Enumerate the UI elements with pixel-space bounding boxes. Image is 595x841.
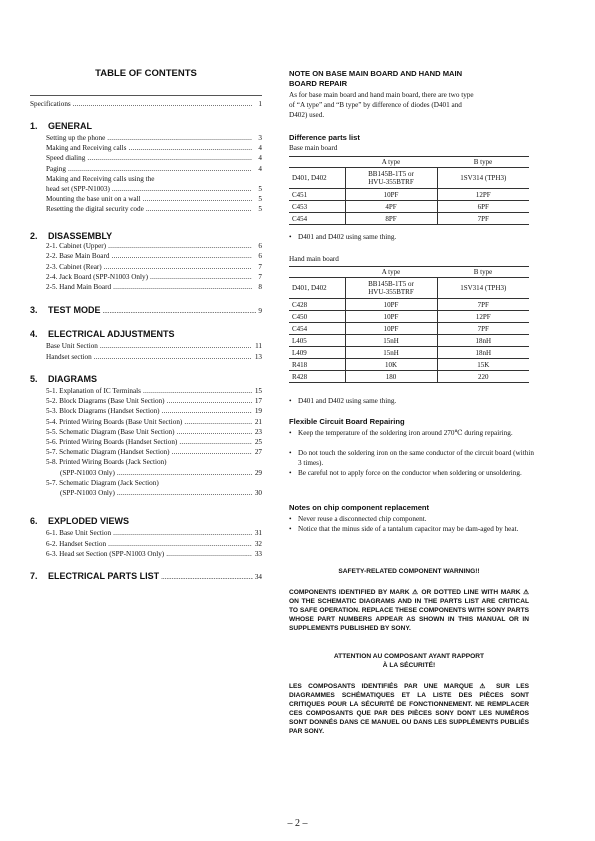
toc-section-heading[interactable] bbox=[30, 571, 262, 581]
toc-entry-label: Handset section bbox=[46, 352, 92, 361]
toc-leader-dots bbox=[113, 283, 252, 292]
toc-entry-page: 32 bbox=[254, 539, 262, 548]
toc-section-number: 4. bbox=[30, 329, 38, 339]
toc-leader-dots bbox=[166, 550, 252, 559]
a-type-value: 4PF bbox=[385, 202, 397, 211]
a-type-value: 10K bbox=[384, 360, 398, 369]
part-ref-cell: R428 bbox=[289, 371, 345, 383]
toc-section-title: ELECTRICAL ADJUSTMENTS bbox=[48, 329, 175, 339]
a-type-value: 8PF bbox=[385, 214, 397, 223]
a-type-cell bbox=[345, 335, 437, 347]
toc-section-heading[interactable] bbox=[30, 374, 262, 384]
part-ref-cell: C451 bbox=[289, 189, 345, 201]
b-type-cell: 220 bbox=[437, 371, 529, 383]
table-row bbox=[289, 201, 529, 213]
part-ref-cell: C450 bbox=[289, 311, 345, 323]
toc-section-title: ELECTRICAL PARTS LIST bbox=[48, 571, 160, 581]
toc-entry-page: 7 bbox=[258, 262, 262, 271]
part-ref-cell: L409 bbox=[289, 347, 345, 359]
toc-entry-label: Mounting the base unit on a wall bbox=[46, 195, 141, 204]
toc-entry-label: (SPP-N1003 Only) bbox=[60, 468, 115, 477]
toc-section-title: DISASSEMBLY bbox=[48, 231, 113, 241]
toc-entry-label: 5-4. Printed Wiring Boards (Base Unit Section) bbox=[46, 417, 183, 426]
toc-leader-dots bbox=[162, 407, 252, 416]
toc-section-number: 7. bbox=[30, 571, 38, 581]
toc-leader-dots bbox=[128, 144, 252, 153]
toc-entry[interactable] bbox=[46, 283, 262, 292]
toc-section-heading[interactable] bbox=[30, 516, 262, 526]
table-row bbox=[289, 347, 529, 359]
toc-section-title: TEST MODE bbox=[48, 305, 101, 315]
toc-entry-label: 2-4. Jack Board (SPP-N1003 Only) bbox=[46, 272, 149, 281]
base-main-board-table bbox=[289, 156, 529, 225]
toc-section-number: 1. bbox=[30, 121, 38, 131]
a-type-cell bbox=[345, 311, 437, 323]
a-type-cell bbox=[345, 323, 437, 335]
toc-entry[interactable] bbox=[46, 165, 262, 174]
toc-entry[interactable] bbox=[46, 252, 262, 261]
toc-leader-dots bbox=[177, 428, 252, 437]
toc-entry-page: 5 bbox=[258, 205, 262, 214]
toc-section-heading[interactable] bbox=[30, 121, 262, 131]
toc-entry-page: 33 bbox=[254, 550, 262, 558]
toc-entry[interactable] bbox=[46, 273, 262, 282]
toc-entry-page: 30 bbox=[254, 489, 262, 497]
col-header-a-type: A type bbox=[345, 157, 437, 168]
part-ref-cell: C454 bbox=[289, 213, 345, 225]
toc-entry-label: 5-1. Explanation of IC Terminals bbox=[46, 387, 141, 395]
b-type-cell: 7PF bbox=[437, 299, 529, 311]
toc-entry-page: 5 bbox=[258, 185, 262, 193]
toc-entry-label: 5-6. Printed Wiring Boards (Handset Section) bbox=[46, 438, 178, 446]
toc-section-title: DIAGRAMS bbox=[48, 374, 97, 384]
flex-bullet: • Do not touch the soldering iron on the same conductor of the circuit board (within 3 times). bbox=[289, 448, 538, 468]
toc-entry-label: (SPP-N1003 Only) bbox=[60, 489, 115, 497]
toc-leader-dots bbox=[143, 195, 252, 204]
toc-entry-label: 5-3. Block Diagrams (Handset Section) bbox=[46, 407, 160, 416]
b-type-cell: 12PF bbox=[437, 311, 529, 323]
toc-entry-page: 29 bbox=[254, 468, 262, 477]
chip-notes-title: Notes on chip component replacement bbox=[289, 503, 430, 512]
toc-entry[interactable] bbox=[60, 489, 262, 498]
a-type-cell bbox=[345, 359, 437, 371]
toc-section-number: 6. bbox=[30, 516, 38, 526]
b-type-cell: 12PF bbox=[437, 189, 529, 201]
a-type-cell bbox=[345, 347, 437, 359]
toc-leader-dots bbox=[117, 469, 252, 478]
base-main-board-label: Base main board bbox=[289, 144, 338, 152]
toc-leader-dots bbox=[111, 252, 252, 261]
flex-bullet: • Keep the temperature of the soldering iron around 270℃ during repairing. bbox=[289, 428, 538, 438]
table-row bbox=[289, 371, 529, 383]
toc-entry-page: 13 bbox=[254, 352, 262, 361]
b-type-cell: 18nH bbox=[437, 335, 529, 347]
toc-leader-dots bbox=[68, 165, 252, 174]
diff-parts-title: Difference parts list bbox=[289, 133, 360, 142]
toc-section-heading[interactable] bbox=[30, 305, 262, 315]
toc-entry-page: 7 bbox=[258, 272, 262, 281]
page-number: – 2 – bbox=[287, 818, 308, 829]
flex-bullet: • Be careful not to apply force on the conductor when soldering or unsoldering. bbox=[289, 468, 538, 478]
hand-table-note: • D401 and D402 using same thing. bbox=[289, 396, 538, 406]
note-body-line2: of “A type” and “B type” by difference of diodes (D401 and bbox=[289, 101, 462, 109]
toc-entry-label: Base Unit Section bbox=[46, 342, 98, 350]
toc-entry[interactable] bbox=[46, 438, 262, 447]
toc-entry-page: 4 bbox=[258, 164, 262, 173]
toc-entry-page: 6 bbox=[258, 252, 262, 261]
a-type-value: 15nH bbox=[383, 336, 399, 345]
toc-entry[interactable] bbox=[46, 342, 262, 351]
table-row bbox=[289, 278, 529, 299]
a-type-value-alt: HVU-355BTRF bbox=[368, 178, 414, 186]
toc-entry-label: 6-2. Handset Section bbox=[46, 539, 107, 548]
toc-entry[interactable] bbox=[46, 242, 262, 251]
safety-warning-fr-text: LES COMPOSANTS IDENTIFIÉS PAR UNE MARQUE ⚠ SUR LES DIAGRAMMES SCHÉMATIQUES ET LA LISTE DES PIÈCES SONT CRITIQUES POUR LA SÉCURITÉ DE FONCTIONNEMENT. NE REMPLACER CES COMPOSANTS QUE PAR DES PIÈCES SONY DONT LES NUMÉROS SONT DONNÉS DANS CE MANUEL OU DANS LES SUPPLÉMENTS PUBLIÉS PAR SONY. bbox=[289, 683, 529, 735]
toc-leader-dots bbox=[107, 134, 252, 143]
toc-leader-dots bbox=[172, 448, 252, 457]
toc-entry-page: 4 bbox=[258, 144, 262, 153]
toc-entry-page: 23 bbox=[254, 427, 262, 436]
toc-entry-page: 5 bbox=[258, 195, 262, 204]
b-type-cell: 18nH bbox=[437, 347, 529, 359]
chip-bullet: • Never reuse a disconnected chip component. bbox=[289, 514, 538, 524]
a-type-value: 10PF bbox=[383, 190, 399, 199]
toc-leader-dots bbox=[108, 242, 252, 251]
toc-leader-dots bbox=[167, 397, 252, 406]
toc-section-heading[interactable] bbox=[30, 231, 262, 241]
table-row bbox=[289, 359, 529, 371]
toc-leader-dots bbox=[143, 387, 252, 396]
a-type-value: 180 bbox=[385, 372, 397, 381]
a-type-value: 15nH bbox=[383, 348, 399, 357]
toc-leader-dots bbox=[112, 185, 252, 194]
toc-leader-dots bbox=[113, 529, 252, 538]
b-type-cell: 6PF bbox=[437, 201, 529, 213]
toc-entry-page: 27 bbox=[254, 448, 262, 457]
a-type-cell bbox=[345, 278, 437, 299]
col-header-b-type: B type bbox=[437, 157, 529, 168]
toc-entry-label: Paging bbox=[46, 164, 66, 173]
table-row bbox=[289, 299, 529, 311]
toc-entry[interactable] bbox=[46, 387, 262, 396]
toc-entry[interactable] bbox=[46, 529, 262, 538]
a-type-value-alt: HVU-355BTRF bbox=[368, 288, 414, 296]
toc-entry[interactable] bbox=[46, 185, 262, 194]
a-type-cell bbox=[345, 168, 437, 189]
b-type-cell: 1SV314 (TPH3) bbox=[437, 168, 529, 189]
toc-section-number: 2. bbox=[30, 231, 38, 241]
toc-section-number: 3. bbox=[30, 305, 38, 315]
toc-entry-label: Making and Receiving calls bbox=[46, 144, 127, 153]
toc-entry-page: 6 bbox=[258, 242, 262, 250]
toc-entry-page: 15 bbox=[254, 387, 262, 395]
part-ref-cell: D401, D402 bbox=[289, 168, 345, 189]
table-row bbox=[289, 335, 529, 347]
chip-bullet: • Notice that the minus side of a tantalum capacitor may be dam-aged by heat. bbox=[289, 524, 538, 534]
note-title-line2: BOARD REPAIR bbox=[289, 79, 348, 88]
toc-entry[interactable] bbox=[46, 353, 262, 362]
note-body-line1: As for base main board and hand main board, there are two type bbox=[289, 91, 474, 99]
toc-entry-page: 11 bbox=[255, 342, 262, 350]
b-type-cell: 7PF bbox=[437, 213, 529, 225]
toc-section-number: 5. bbox=[30, 374, 38, 384]
note-title-line1: NOTE ON BASE MAIN BOARD AND HAND MAIN bbox=[289, 69, 463, 78]
part-ref-cell: D401, D402 bbox=[289, 278, 345, 299]
table-row bbox=[289, 323, 529, 335]
toc-entry-label: 5-7. Schematic Diagram (Handset Section) bbox=[46, 448, 170, 457]
toc-entry-label: 2-3. Cabinet (Rear) bbox=[46, 262, 102, 271]
toc-entry[interactable] bbox=[46, 407, 262, 416]
toc-entry-page: 8 bbox=[258, 283, 262, 292]
toc-entry[interactable] bbox=[46, 448, 262, 457]
toc-leader-dots bbox=[87, 154, 252, 163]
a-type-value: BB145B-1T5 or bbox=[368, 170, 414, 178]
toc-entry[interactable] bbox=[60, 469, 262, 478]
toc-entry[interactable] bbox=[46, 144, 262, 153]
part-ref-cell: C428 bbox=[289, 299, 345, 311]
base-table-note: • D401 and D402 using same thing. bbox=[289, 232, 538, 242]
toc-entry-page: 25 bbox=[254, 438, 262, 446]
toc-leader-dots bbox=[100, 342, 252, 351]
a-type-cell bbox=[345, 213, 437, 225]
part-ref-cell: C454 bbox=[289, 323, 345, 335]
safety-warning-heading: SAFETY-RELATED COMPONENT WARNING!! bbox=[338, 568, 480, 575]
toc-leader-dots bbox=[184, 418, 252, 427]
part-ref-cell: R418 bbox=[289, 359, 345, 371]
toc-entry-label: 6-1. Base Unit Section bbox=[46, 529, 112, 537]
toc-leader-dots bbox=[103, 307, 257, 315]
col-header-a-type: A type bbox=[345, 267, 437, 278]
table-row bbox=[289, 311, 529, 323]
toc-entry-label[interactable]: 5-7. Schematic Diagram (Jack Section) bbox=[46, 478, 159, 487]
toc-leader-dots bbox=[179, 438, 252, 447]
toc-section-page: 9 bbox=[258, 307, 262, 315]
a-type-value: 10PF bbox=[383, 300, 399, 309]
toc-entry-label[interactable]: Making and Receiving calls using the bbox=[46, 174, 155, 183]
toc-entry[interactable] bbox=[46, 540, 262, 549]
toc-entry-page: 19 bbox=[254, 407, 262, 416]
toc-leader-dots bbox=[108, 540, 252, 549]
hand-main-board-table bbox=[289, 266, 529, 383]
toc-entry[interactable] bbox=[46, 263, 262, 272]
toc-entry-label: Setting up the phone bbox=[46, 134, 106, 142]
part-ref-cell: C453 bbox=[289, 201, 345, 213]
toc-entry-page: 31 bbox=[254, 529, 262, 537]
toc-entry[interactable] bbox=[46, 154, 262, 163]
col-header-b-type: B type bbox=[437, 267, 529, 278]
toc-entry-label: 5-5. Schematic Diagram (Base Unit Section) bbox=[46, 427, 175, 436]
toc-entry[interactable] bbox=[46, 205, 262, 214]
flex-board-title: Flexible Circuit Board Repairing bbox=[289, 417, 405, 426]
a-type-cell bbox=[345, 299, 437, 311]
table-row bbox=[289, 168, 529, 189]
part-ref-cell: L405 bbox=[289, 335, 345, 347]
toc-title: TABLE OF CONTENTS bbox=[95, 68, 197, 79]
toc-entry-page: 3 bbox=[258, 134, 262, 142]
toc-section-page: 34 bbox=[254, 573, 262, 581]
table-row bbox=[289, 213, 529, 225]
toc-entry-page: 1 bbox=[258, 100, 262, 108]
toc-entry-label: Speed dialing bbox=[46, 154, 86, 163]
toc-entry-label: Resetting the digital security code bbox=[46, 205, 144, 214]
toc-entry-label: Specifications bbox=[30, 100, 71, 108]
toc-entry[interactable] bbox=[46, 418, 262, 427]
toc-entry[interactable] bbox=[46, 428, 262, 437]
toc-entry-label[interactable]: 5-8. Printed Wiring Boards (Jack Section) bbox=[46, 458, 167, 467]
toc-entry[interactable] bbox=[46, 550, 262, 559]
toc-entry-label: 2-2. Base Main Board bbox=[46, 252, 110, 261]
a-type-value: 10PF bbox=[383, 312, 399, 321]
toc-entry-page: 4 bbox=[258, 154, 262, 163]
toc-section-title: GENERAL bbox=[48, 121, 93, 131]
toc-divider bbox=[30, 95, 262, 96]
toc-entry-page: 17 bbox=[254, 397, 262, 406]
toc-leader-dots bbox=[161, 573, 253, 581]
toc-leader-dots bbox=[150, 273, 252, 282]
toc-entry-page: 21 bbox=[254, 417, 262, 426]
toc-entry[interactable] bbox=[46, 195, 262, 204]
toc-leader-dots bbox=[94, 353, 252, 362]
toc-entry-label: 2-5. Hand Main Board bbox=[46, 283, 112, 292]
a-type-value: 10PF bbox=[383, 324, 399, 333]
note-body-line3: D402) used. bbox=[289, 111, 325, 119]
a-type-cell bbox=[345, 371, 437, 383]
safety-warning-fr-heading2: À LA SÉCURITÉ! bbox=[382, 662, 436, 669]
toc-entry-label: 6-3. Head set Section (SPP-N1003 Only) bbox=[46, 550, 165, 558]
toc-entry[interactable] bbox=[46, 397, 262, 406]
b-type-cell: 7PF bbox=[437, 323, 529, 335]
a-type-cell bbox=[345, 201, 437, 213]
toc-entry[interactable] bbox=[46, 134, 262, 143]
toc-leader-dots bbox=[104, 263, 252, 272]
toc-entry-label: head set (SPP-N1003) bbox=[46, 185, 110, 193]
toc-entry-label: 5-2. Block Diagrams (Base Unit Section) bbox=[46, 397, 165, 406]
toc-leader-dots bbox=[146, 205, 252, 214]
safety-warning-text: COMPONENTS IDENTIFIED BY MARK ⚠ OR DOTTED LINE WITH MARK ⚠ ON THE SCHEMATIC DIAGRAMS AND IN THE PARTS LIST ARE CRITICAL TO SAFE OPERATION. REPLACE THESE COMPONENTS WITH SONY PARTS WHOSE PART NUMBERS APPEAR AS SHOWN IN THIS MANUAL OR IN SUPPLEMENTS PUBLISHED BY SONY. bbox=[289, 589, 529, 632]
safety-warning-fr-heading1: ATTENTION AU COMPOSANT AYANT RAPPORT bbox=[333, 653, 485, 660]
hand-main-board-label: Hand main board bbox=[289, 255, 339, 263]
b-type-cell: 15K bbox=[437, 359, 529, 371]
b-type-cell: 1SV314 (TPH3) bbox=[437, 278, 529, 299]
toc-section-heading[interactable] bbox=[30, 329, 262, 339]
toc-leader-dots bbox=[73, 100, 252, 109]
toc-section-title: EXPLODED VIEWS bbox=[48, 516, 130, 526]
a-type-cell bbox=[345, 189, 437, 201]
a-type-value: BB145B-1T5 or bbox=[368, 280, 414, 288]
toc-leader-dots bbox=[117, 489, 252, 498]
toc-entry-specifications[interactable] bbox=[30, 100, 262, 109]
toc-entry-label: 2-1. Cabinet (Upper) bbox=[46, 242, 107, 250]
table-row bbox=[289, 189, 529, 201]
